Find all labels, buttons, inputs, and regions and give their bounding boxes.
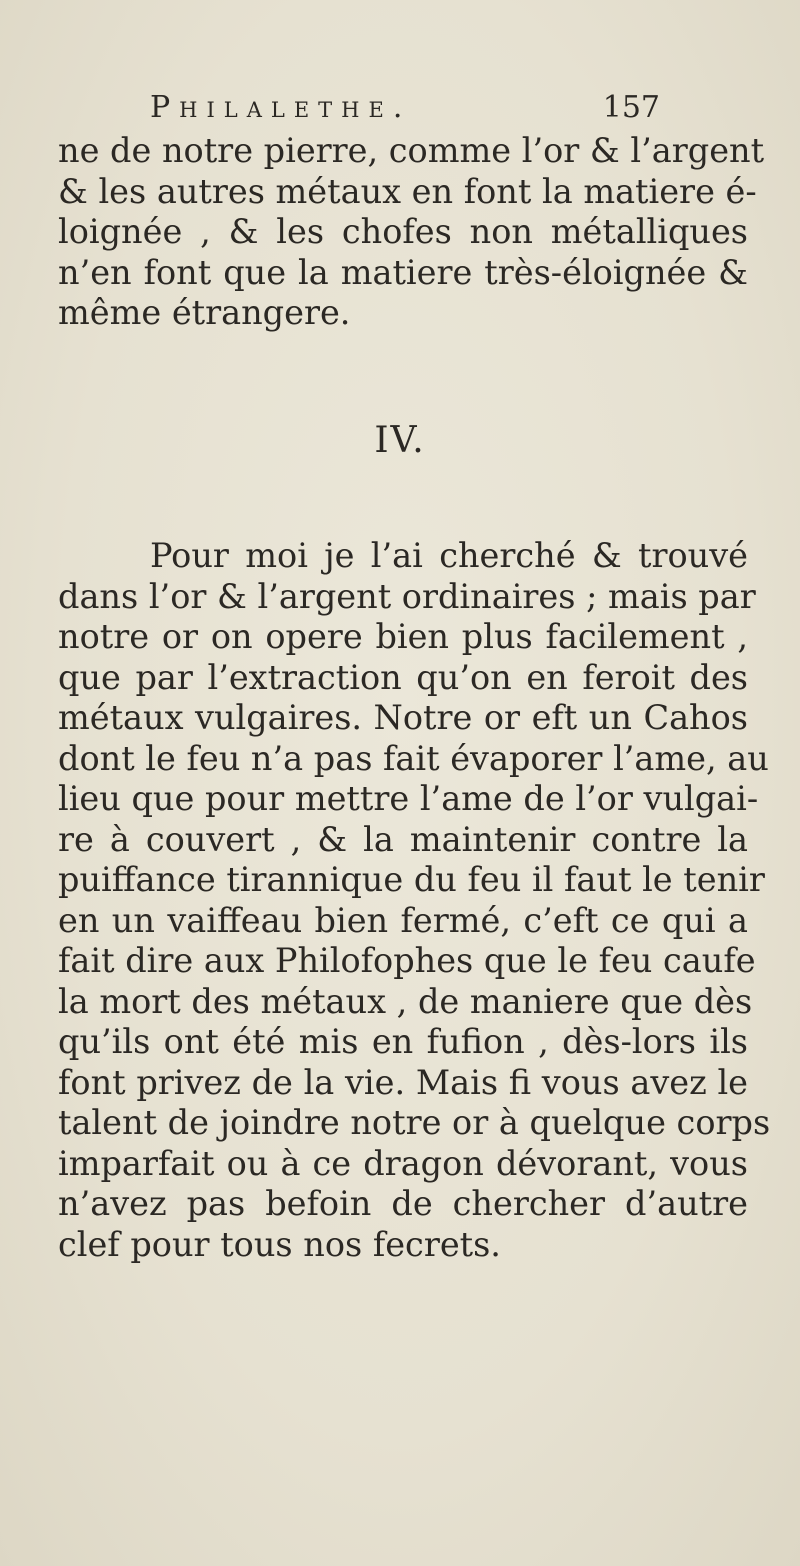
text-line: puiffance tirannique du feu il faut le tenir: [58, 860, 765, 899]
page-number: 157: [602, 90, 660, 125]
text-line: lieu que pour mettre l’ame de l’or vulgai-: [58, 779, 759, 818]
text-line: & les autres métaux en font la matiere é-: [58, 171, 757, 211]
text-line: qu’ils ont été mis en fufion , dès-lors ils: [58, 1022, 748, 1061]
text-line: même étrangere.: [58, 293, 351, 332]
paragraph-continued: [58, 131, 765, 334]
text-line: loignée , & les chofes non métalliques: [58, 212, 748, 251]
text-line: clef pour tous nos fecrets.: [58, 1224, 501, 1264]
running-head: [150, 90, 660, 130]
text-line: n’en font que la matiere très-éloignée &: [58, 252, 748, 292]
text-line: en un vaiffeau bien fermé, c’eft ce qui a: [58, 900, 748, 940]
text-line: talent de joindre notre or à quelque corps: [58, 1103, 771, 1142]
running-title: Philalethe.: [150, 90, 412, 125]
section-number: IV.: [374, 420, 426, 461]
text-line: la mort des métaux , de maniere que dès: [58, 981, 753, 1021]
text-line: dans l’or & l’argent ordinaires ; mais par: [58, 576, 756, 616]
text-line: re à couvert , & la maintenir contre la: [58, 819, 748, 859]
text-line: métaux vulgaires. Notre or eft un Cahos: [58, 698, 748, 737]
text-line: que par l’extraction qu’on en feroit des: [58, 657, 748, 697]
text-line: font privez de la vie. Mais fi vous avez le: [58, 1062, 748, 1102]
text-line: dont le feu n’a pas fait évaporer l’ame, au: [58, 738, 769, 778]
text-line: ne de notre pierre, comme l’or & l’argent: [58, 131, 765, 170]
text-line: notre or on opere bien plus facilement ,: [58, 617, 748, 656]
text-line: n’avez pas befoin de chercher d’autre: [58, 1184, 748, 1223]
paragraph-iv: [58, 536, 771, 1265]
text-line: imparfait ou à ce dragon dévorant, vous: [58, 1143, 748, 1183]
text-line: Pour moi je l’ai cherché & trouvé: [150, 536, 748, 575]
text-line: fait dire aux Philofophes que le feu caufe: [58, 941, 756, 980]
